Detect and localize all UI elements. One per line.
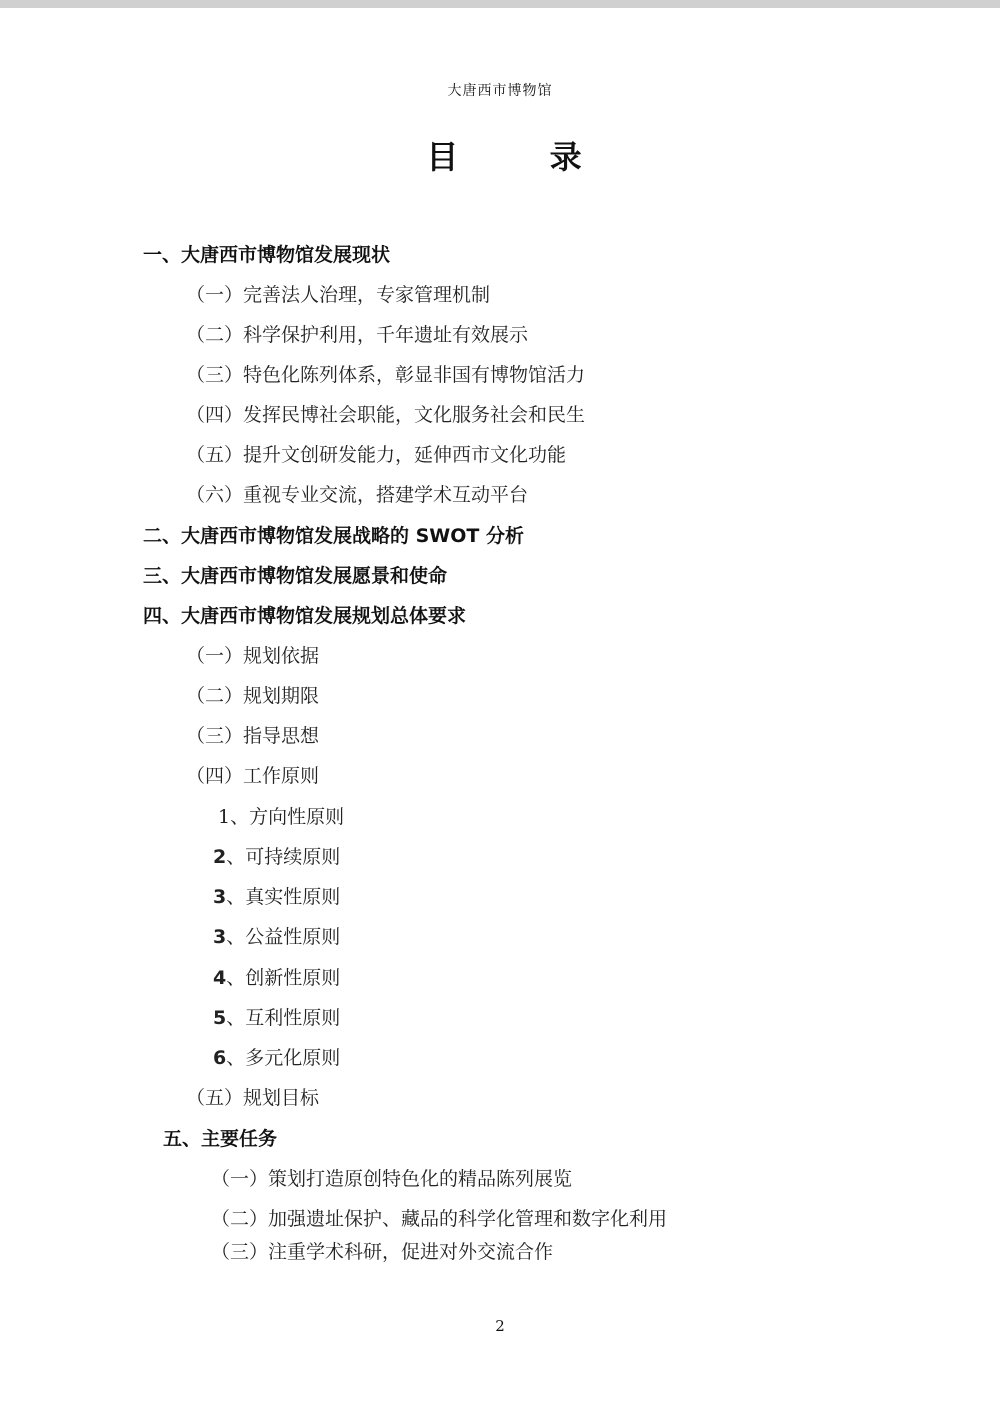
toc-entry-1-6[interactable]: （六）重视专业交流，搭建学术互动平台: [186, 484, 529, 506]
principle-label: 、方向性原则: [230, 806, 345, 828]
toc-entry-4-5[interactable]: （五）规划目标: [186, 1087, 320, 1109]
top-border-strip: [0, 0, 1000, 8]
principle-label: 、多元化原则: [226, 1047, 341, 1069]
toc-entry-4-4[interactable]: （四）工作原则: [186, 765, 320, 787]
running-header: 大唐西市博物馆: [447, 83, 553, 99]
toc-entry-1-4[interactable]: （四）发挥民博社会职能，文化服务社会和民生: [186, 404, 586, 426]
toc-entry-section-2[interactable]: 二、大唐西市博物馆发展战略的 SWOT 分析: [143, 525, 524, 547]
toc-entry-section-5[interactable]: 五、主要任务: [163, 1128, 278, 1150]
toc-entry-5-2[interactable]: （二）加强遗址保护、藏品的科学化管理和数字化利用: [211, 1208, 668, 1230]
toc-entry-section-3[interactable]: 三、大唐西市博物馆发展愿景和使命: [143, 565, 448, 587]
principle-number: 6: [213, 1047, 227, 1069]
toc-entry-section-4[interactable]: 四、大唐西市博物馆发展规划总体要求: [143, 605, 467, 627]
toc-entry-4-2[interactable]: （二）规划期限: [186, 685, 320, 707]
toc-entry-principle-6[interactable]: [213, 1046, 340, 1070]
toc-entry-4-1[interactable]: （一）规划依据: [186, 645, 320, 667]
toc-entry-1-3[interactable]: （三）特色化陈列体系，彰显非国有博物馆活力: [186, 364, 586, 386]
toc-entry-principle-5[interactable]: [213, 1006, 340, 1030]
toc-entry-principle-3[interactable]: [213, 885, 340, 909]
toc-entry-1-5[interactable]: （五）提升文创研发能力，延伸西市文化功能: [186, 444, 567, 466]
toc-entry-5-1[interactable]: （一）策划打造原创特色化的精品陈列展览: [211, 1168, 573, 1190]
principle-label: 、互利性原则: [226, 1007, 341, 1029]
toc-entry-1-1[interactable]: （一）完善法人治理，专家管理机制: [186, 284, 491, 306]
principle-number: 5: [213, 1007, 227, 1029]
principle-number: 3: [213, 886, 227, 908]
principle-label: 、公益性原则: [226, 926, 341, 948]
toc-title: 目 录: [426, 138, 622, 176]
toc-entry-1-2[interactable]: （二）科学保护利用，千年遗址有效展示: [186, 324, 529, 346]
toc-entry-principle-1[interactable]: [218, 805, 344, 829]
toc-entry-principle-4[interactable]: [213, 966, 340, 990]
principle-number: 2: [213, 846, 227, 868]
principle-number: 1: [218, 806, 231, 828]
principle-label: 、可持续原则: [226, 846, 341, 868]
principle-number: 4: [213, 967, 227, 989]
principle-label: 、创新性原则: [226, 967, 341, 989]
principle-number: 3: [213, 926, 227, 948]
toc-entry-5-3[interactable]: （三）注重学术科研，促进对外交流合作: [211, 1241, 554, 1263]
principle-label: 、真实性原则: [226, 886, 341, 908]
toc-entry-section-1[interactable]: 一、大唐西市博物馆发展现状: [143, 244, 391, 266]
page-number: 2: [495, 1317, 505, 1335]
toc-entry-principle-3b[interactable]: [213, 925, 340, 949]
toc-entry-principle-2[interactable]: [213, 845, 340, 869]
toc-entry-4-3[interactable]: （三）指导思想: [186, 725, 320, 747]
